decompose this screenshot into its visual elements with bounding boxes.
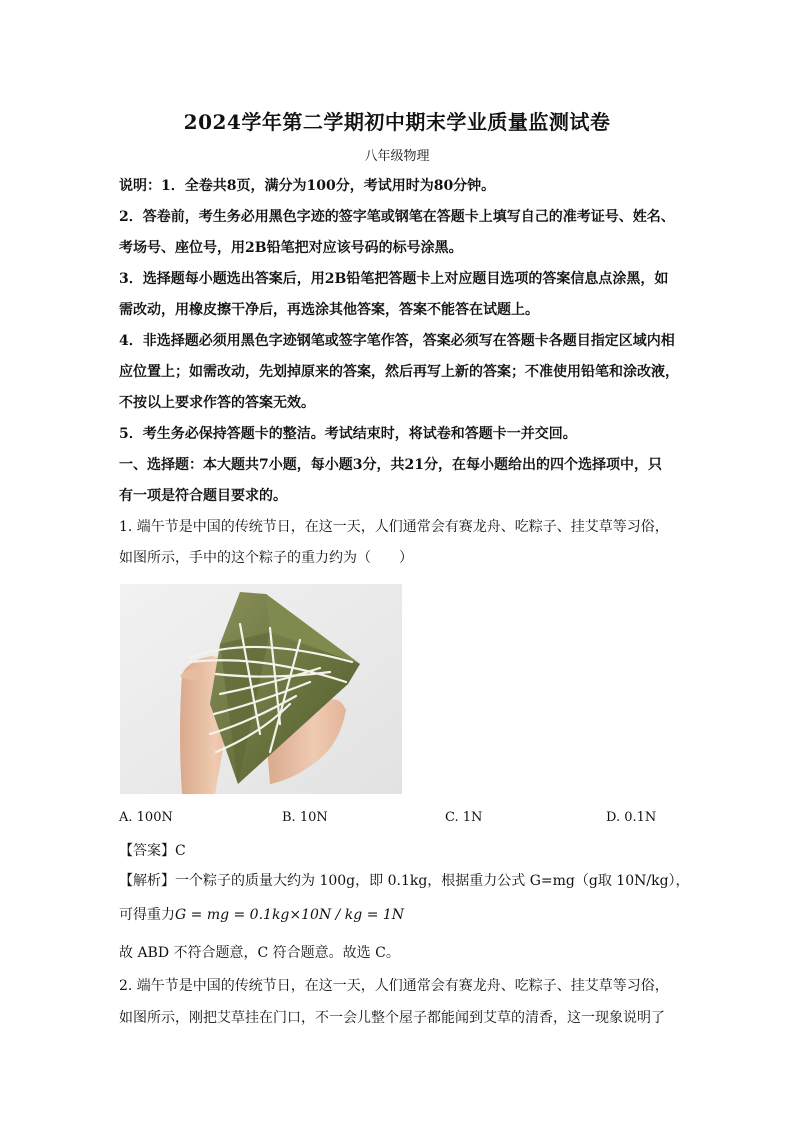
section-heading-line-2: 有一项是符合题目要求的。: [119, 488, 287, 504]
question-1-text-line-2: 如图所示，手中的这个粽子的重力约为（ ）: [119, 550, 413, 566]
instruction-line-8: 不按以上要求作答的答案无效。: [119, 395, 315, 411]
question-1-analysis-line-2: [119, 905, 404, 925]
question-1-options: [119, 810, 679, 830]
instruction-line-1: 说明：1．全卷共8页，满分为100分，考试用时为80分钟。: [119, 178, 496, 194]
question-2-text-line-2: 如图所示，刚把艾草挂在门口，不一会儿整个屋子都能闻到艾草的清香，这一现象说明了: [119, 1010, 665, 1026]
gravity-formula: G = mg = 0.1kg×10N / kg = 1N: [175, 907, 405, 923]
question-1-analysis-line-1: 【解析】一个粽子的质量大约为 100g，即 0.1kg，根据重力公式 G=mg（g取 10N/kg），: [119, 873, 690, 889]
instruction-line-9: 5．考生务必保持答题卡的整洁。考试结束时，将试卷和答题卡一并交回。: [119, 426, 577, 442]
option-b: B. 10N: [282, 810, 328, 825]
exam-subject: 八年级物理: [364, 149, 430, 164]
instruction-line-2: 2．答卷前，考生务必用黑色字迹的签字笔或钢笔在答题卡上填写自己的准考证号、姓名、: [119, 209, 675, 225]
question-1-text-line-1: 1. 端午节是中国的传统节日，在这一天，人们通常会有赛龙舟、吃粽子、挂艾草等习俗，: [119, 519, 669, 535]
instruction-line-5: 需改动，用橡皮擦干净后，再选涂其他答案，答案不能答在试题上。: [119, 302, 539, 318]
instruction-line-7: 应位置上；如需改动，先划掉原来的答案，然后再写上新的答案；不准使用铅笔和涂改液，: [119, 364, 679, 380]
question-2-text-line-1: 2. 端午节是中国的传统节日，在这一天，人们通常会有赛龙舟、吃粽子、挂艾草等习俗，: [119, 978, 669, 994]
instruction-line-3: 考场号、座位号，用2B铅笔把对应该号码的标号涂黑。: [119, 240, 463, 256]
question-1-answer: 【答案】C: [119, 843, 186, 859]
instruction-line-4: 3．选择题每小题选出答案后，用2B铅笔把答题卡上对应题目选项的答案信息点涂黑，如: [119, 271, 669, 287]
question-1-conclusion: 故 ABD 不符合题意，C 符合题意。故选 C。: [119, 945, 400, 961]
option-a: A. 100N: [119, 810, 173, 825]
option-d: D. 0.1N: [606, 810, 657, 825]
section-heading-line-1: 一、选择题：本大题共7小题，每小题3分，共21分，在每小题给出的四个选择项中，只: [119, 457, 662, 473]
exam-title: 2024学年第二学期初中期末学业质量监测试卷: [183, 110, 611, 134]
zongzi-photo: [120, 584, 402, 794]
option-c: C. 1N: [445, 810, 483, 825]
instruction-line-6: 4．非选择题必须用黑色字迹钢笔或签字笔作答，答案必须写在答题卡各题目指定区域内相: [119, 333, 675, 349]
analysis-prefix: 可得重力: [119, 907, 175, 923]
